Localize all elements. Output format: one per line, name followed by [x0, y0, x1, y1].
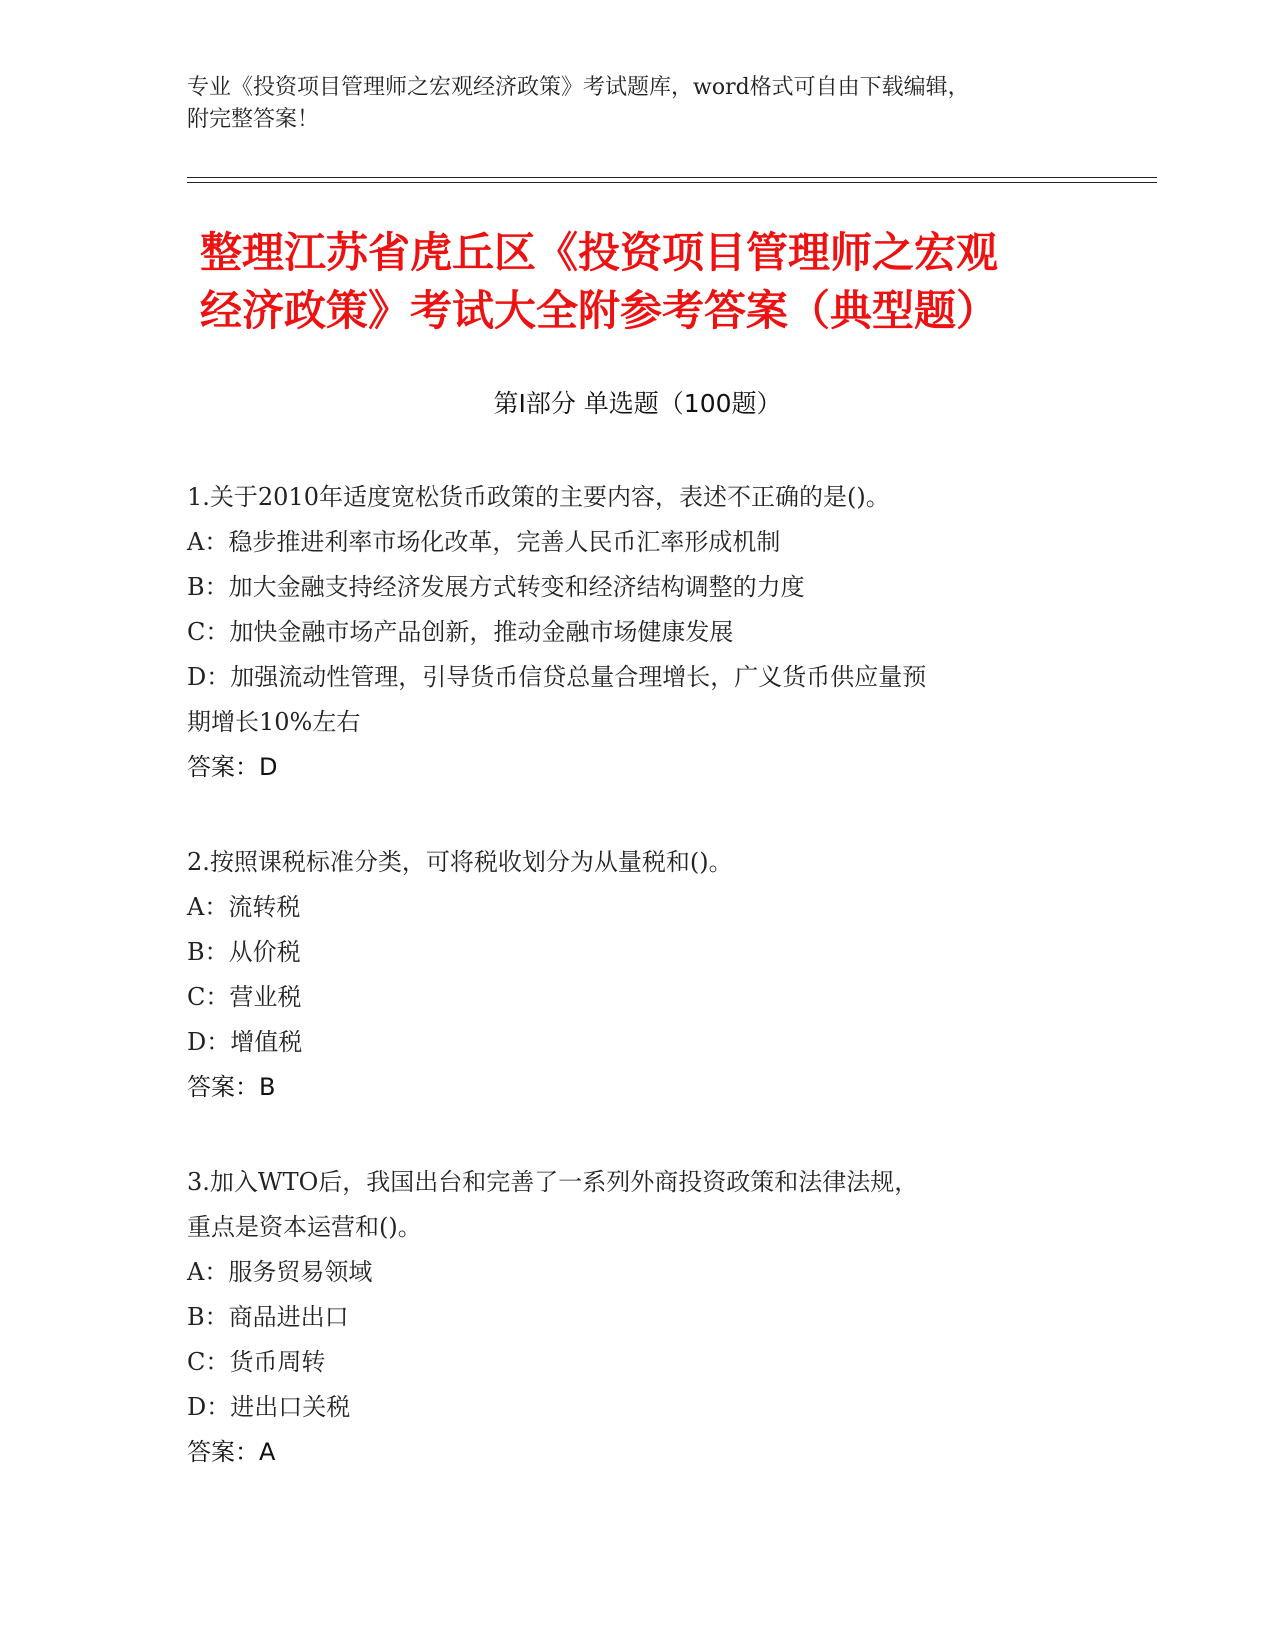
header-divider [187, 182, 1157, 183]
header-divider [187, 177, 1157, 178]
document-title [200, 224, 1100, 340]
question-block [187, 1160, 1087, 1475]
option-a: A：流转税 [187, 893, 301, 921]
header-note-line: 附完整答案！ [187, 107, 320, 132]
answer: 答案：D [187, 753, 278, 781]
section-heading: 第Ⅰ部分 单选题（100题） [493, 389, 782, 418]
option-d-continued: 期增长10%左右 [187, 708, 361, 736]
question-block [187, 475, 1087, 790]
option-c: C：营业税 [187, 983, 302, 1011]
option-d: D：进出口关税 [187, 1393, 351, 1421]
question-block [187, 840, 1087, 1110]
question-stem: 2.按照课税标准分类，可将税收划分为从量税和()。 [187, 848, 733, 876]
question-stem: 3.加入WTO后，我国出台和完善了一系列外商投资政策和法律法规， [187, 1168, 919, 1196]
title-line: 经济政策》考试大全附参考答案（典型题） [200, 286, 999, 335]
header-note [187, 72, 1067, 136]
option-d: D：加强流动性管理，引导货币信贷总量合理增长，广义货币供应量预 [187, 663, 927, 691]
option-c: C：货币周转 [187, 1348, 326, 1376]
answer: 答案：A [187, 1438, 276, 1466]
option-b: B：从价税 [187, 938, 301, 966]
option-b: B：商品进出口 [187, 1303, 349, 1331]
answer: 答案：B [187, 1073, 276, 1101]
option-c: C：加快金融市场产品创新，推动金融市场健康发展 [187, 618, 734, 646]
option-d: D：增值税 [187, 1028, 303, 1056]
option-a: A：服务贸易领域 [187, 1258, 373, 1286]
option-b: B：加大金融支持经济发展方式转变和经济结构调整的力度 [187, 573, 805, 601]
title-line: 整理江苏省虎丘区《投资项目管理师之宏观 [200, 228, 999, 277]
question-stem: 1.关于2010年适度宽松货币政策的主要内容，表述不正确的是()。 [187, 483, 890, 511]
question-stem-continued: 重点是资本运营和()。 [187, 1213, 422, 1241]
header-note-line: 专业《投资项目管理师之宏观经济政策》考试题库，word格式可自由下载编辑， [187, 75, 970, 100]
option-a: A：稳步推进利率市场化改革，完善人民币汇率形成机制 [187, 528, 781, 556]
